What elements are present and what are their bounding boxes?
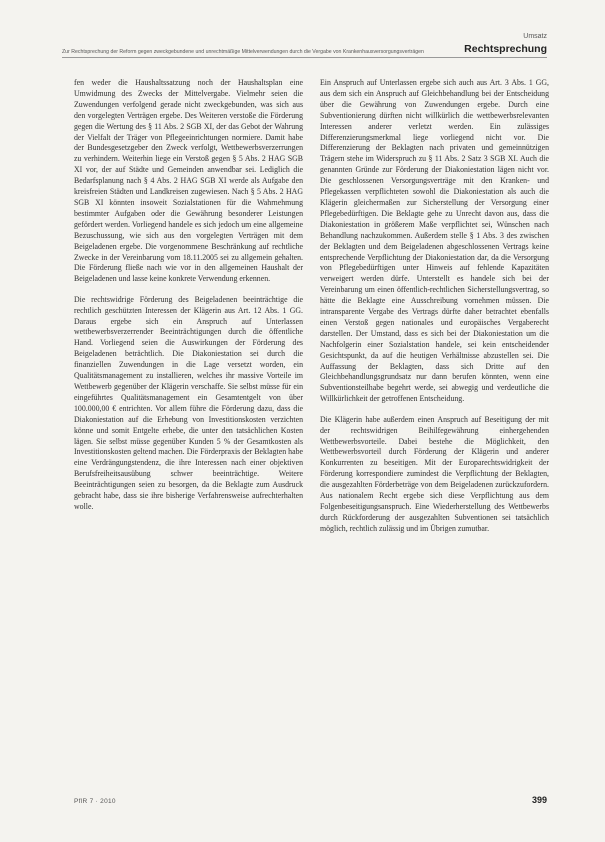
running-header [62, 41, 547, 58]
paragraph: Die rechtswidrige Förderung des Beigeladenen beeinträchtige die rechtlich geschützten Interessen der Klägerin aus Art. 12 Abs. 1 GG. Daraus ergebe sich ein Anspruch auf Unterlassen wettbewerbsverzerrender Beeinträchtigungen durch die öffentliche Hand. Vorliegend seien die Auswirkungen der Förderung des Beigeladenen beträchtlich. Die Diakoniestation sei durch die finanziellen Zuwendungen in die Lage versetzt worden, ein Qualitätsmanagement zu installieren, welches ihr massive Vorteile im Wettbewerb gegenüber der Klägerin verschaffe. Sie selbst müsse für ein eingeführtes Qualitätsmanagement ein Gesamtentgelt von über 100.000,00 € entrichten. Vor allem führe die Förderung dazu, dass die Diakoniestation auf die Erhebung von Investitionskosten verzichten könne und somit Entgelte erhebe, die unter den tatsächlichen Kosten lägen. Sie selbst müsse gegenüber Kunden 5 % der Gesamtkosten als Investitionskosten geltend machen. Die Förderpraxis der Beklagten habe eine Verdrängungstendenz, die ihre Interessen nach einer objektiven Berufsfreiheitsausübung schwer beeinträchtige. Weitere Beeinträchtigungen seien zu besorgen, da die Beklagte zum Ausdruck gebracht habe, dass sie ihre bisherige Verfahrensweise aufrechterhalten wolle. [74, 294, 303, 511]
paragraph: Die Klägerin habe außerdem einen Anspruch auf Beseitigung der mit der rechtswidrigen Beihilfegewährung einhergehenden Wettbewerbsvorteile. Dabei bestehe die Möglichkeit, den Wettbewerbsvorteil durch Förderung der Klägerin und anderer Konkurrenten zu beseitigen. Mit der Europarechtswidrigkeit der Förderung korrespondiere zumindest die Verpflichtung der Beklagten, die ausgezahlten Förderbeträge von dem Beigeladenen zurückzufordern. Aus nationalem Recht ergebe sich diese Verpflichtung aus dem Folgenbeseitigungsanspruch. Eine Wiederherstellung des Wettbewerbs durch Rückforderung der ausgezahlten Subventionen sei tatsächlich möglich, rechtlich zulässig und im Übrigen zumutbar. [320, 414, 549, 533]
text-columns [74, 78, 549, 778]
running-title: Zur Rechtsprechung der Reform gegen zweckgebundene und unrechtmäßige Mittelverwendungen durch die Vergabe von Krankenhausversorgungsverträgen [62, 49, 424, 55]
page-number: 399 [531, 795, 547, 805]
paragraph: Ein Anspruch auf Unterlassen ergebe sich auch aus Art. 3 Abs. 1 GG, aus dem sich ein Anspruch auf Gleichbehandlung bei der Entscheidung über die Gewährung von Zuwendungen ergebe. Durch eine Subventionierung dürften nicht willkürlich die wettbewerbsrelevanten Interessen anderer verletzt werden. Ein zulässiges Differenzierungsmerkmal liege vorliegend nicht vor. Die Differenzierung der Beklagten nach privaten und gemeinnützigen Trägern stehe im Widerspruch zu § 11 Abs. 2 Satz 3 SGB XI. Auch die genannten Gründe zur Förderung der Diakoniestation lägen nicht vor. Die geschlossenen Versorgungsverträge mit den Kranken- und Pflegekassen verpflichteten sowohl die Diakoniestation als auch die Klägerin gleichermaßen zur Sicherstellung der Versorgung einer Pflegebedürftigen. Die Beklagte gehe zu Unrecht davon aus, dass die Diakoniestation in größerem Maße verpflichtet sei, Wünschen nach Behandlung nachzukommen. Außerdem stelle § 1 Abs. 3 des zwischen der Beklagten und dem Beigeladenen abgeschlossenen Vertrags keine entsprechende Verpflichtung der Diakoniestation dar, da die Versorgung von Pflegebedürftigen unter Hinweis auf fehlende Kapazitäten verweigert werden dürfe. Unterstellt es handele sich bei der Vereinbarung um einen öffentlich-rechtlichen Sicherstellungsvertrag, so hätte die Beklagte eine Ausschreibung vornehmen müssen. Die intransparente Vergabe des Vertrags dürfte daher betrachtet ebenfalls einen Verstoß gegen nationales und europäisches Vergaberecht darstellen. Der Umstand, dass es sich bei der Diakoniestation um die Nachfolgerin einer Sozialstation handele, sei kein entscheidender Gesichtspunkt, da auf die heutigen Verhältnisse abzustellen sei. Die Auffassung der Beklagten, dass sich Dritte auf den Gleichbehandlungsgrundsatz nur dann berufen könnten, wenn eine Subventionsteilhabe begehrt werde, sei abwegig und verdeutliche die Willkürlichkeit der getroffenen Entscheidung. [320, 78, 549, 404]
paragraph: fen weder die Haushaltssatzung noch der Haushaltsplan eine Umwidmung des Zwecks der Mittelvergabe. Vielmehr seien die Zuwendungen verfolgend gerade nicht zweckgebunden, was sich aus den vorgelegten Verträgen ergebe. Des Weiteren verstoße die Förderung gegen die Wertung des § 11 Abs. 2 SGB XI, der das Gebot der Wahrung der Vielfalt der Träger von Pflegeeinrichtungen normiere. Damit habe der Bundesgesetzgeber den Zweck verfolgt, Wettbewerbsverzerrungen zu verhindern. Weiterhin liege ein Verstoß gegen § 5 Abs. 2 HAG SGB XI vor, der auf Städte und Gemeinden anwendbar sei. Lediglich die Bedarfsplanung nach § 4 Abs. 2 HAG SGB XI werde als Aufgabe den kreisfreien Städten und Landkreisen zugewiesen. Nach § 5 Abs. 2 HAG SGB XI könnten insoweit Sozialstationen für die Wahrnehmung bestimmter Aufgaben oder die Gewährung besonderer Leistungen gefördert werden. Vorliegend handele es sich jedoch um eine allgemeine Bezuschussung, wie sich aus den vorgelegten Verträgen mit dem Beigeladenen ergebe. Die vorgenommene Beschränkung auf rechtliche Zwecke in der Vereinbarung vom 18.11.2005 sei zu allgemein gehalten. Die Förderung fließe nach wie vor in den allgemeinen Haushalt der Beigeladenen und lasse keine konkrete Verwendung erkennen. [74, 78, 303, 284]
journal-citation: PflR 7 · 2010 [74, 798, 116, 805]
left-column [74, 78, 303, 778]
section-title: Rechtsprechung [464, 43, 547, 55]
category-label: Umsatz [523, 33, 547, 40]
page-footer [74, 795, 547, 805]
right-column [320, 78, 549, 778]
